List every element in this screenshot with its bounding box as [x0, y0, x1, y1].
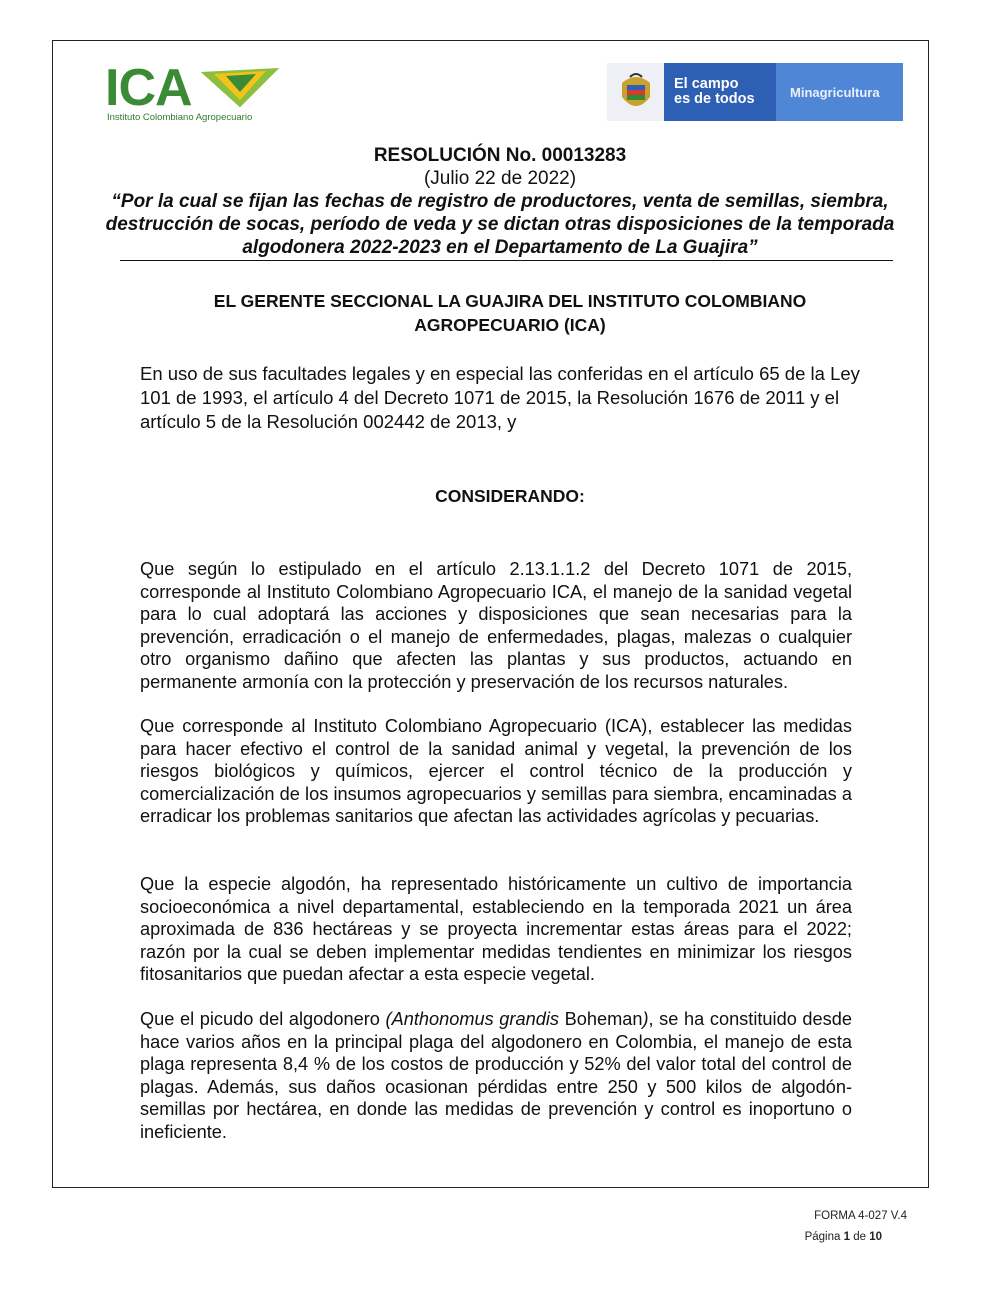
page-label: Página [804, 1231, 841, 1243]
resolution-title: “Por la cual se fijan las fechas de registro de productores, venta de semillas, siembra, destrucción de socas, período de veda y se dictan otras disposiciones de la temporada algodonera 2022-2023 en el Departamento de La Guajira” [105, 191, 895, 258]
page-number [805, 1231, 882, 1243]
p4-rest: , se ha constituido desde hace varios años en la principal plaga del algodonero en Colombia, el manejo de esta plaga representa 8,4 % de los costos de producción y 52% del valor total del control de plagas. Además, sus daños ocasionan pérdidas entre 250 y 500 kilos de algodón-semillas por hectárea, en donde las medidas de prevención y control es inoportuno o ineficiente. [140, 1009, 852, 1142]
resolution-header [80, 144, 920, 259]
gov-slogan [664, 63, 776, 121]
p4-start: Que el picudo del algodonero [140, 1009, 386, 1029]
legal-powers-paragraph: En uso de sus facultades legales y en especial las conferidas en el artículo 65 de la Ley 101 de 1993, el artículo 4 del Decreto 1071 de 2015, la Resolución 1676 de 2011 y el artículo 5 de la Resolución 002442 de 2013, y [140, 363, 860, 432]
page-of: de [853, 1231, 866, 1243]
government-banner [607, 63, 903, 121]
ica-logo [105, 60, 285, 130]
considerando-paragraph-3: Que la especie algodón, ha representado históricamente un cultivo de importancia socioeconómica a nivel departamental, estableciendo en la temporada 2021 un área aproximada de 836 hectáreas y se proyecta incrementar estas áreas para el 2022; razón por la cual se deben implementar medidas tendientes en minimizar los riesgos fitosanitarios que puedan afectar a esta especie vegetal. [140, 874, 852, 984]
ica-logo-subtitle: Instituto Colombiano Agropecuario [107, 112, 253, 123]
considerando-heading: CONSIDERANDO: [435, 486, 585, 506]
page-current: 1 [843, 1231, 850, 1243]
p4-author: Boheman [558, 1009, 643, 1029]
resolution-number: RESOLUCIÓN No. 00013283 [373, 145, 627, 166]
ica-leaf-icon [200, 66, 282, 110]
header-divider [120, 260, 893, 261]
considerando-paragraph-4 [140, 1008, 852, 1143]
issuing-authority: EL GERENTE SECCIONAL LA GUAJIRA DEL INSTITUTO COLOMBIANO AGROPECUARIO (ICA) [213, 291, 807, 335]
resolution-date: (Julio 22 de 2022) [423, 168, 577, 189]
p4-species: (Anthonomus grandis [385, 1009, 559, 1029]
p4-close: ) [642, 1009, 649, 1029]
form-code: FORMA 4-027 V.4 [814, 1210, 907, 1222]
ica-logo-letters: ICA [105, 59, 192, 117]
considerando-paragraph-2: Que corresponde al Instituto Colombiano Agropecuario (ICA), establecer las medidas para hacer efectivo el control de la sanidad animal y vegetal, la prevención de los riesgos biológicos y químicos, ejercer el control técnico de la producción y comercialización de los insumos agropecuarios y semillas para siembra, encaminadas a erradicar los problemas sanitarios que afectan las actividades agrícolas y pecuarias. [140, 716, 852, 826]
considerando-paragraph-1: Que según lo estipulado en el artículo 2.13.1.1.2 del Decreto 1071 de 2015, corresponde al Instituto Colombiano Agropecuario ICA, el manejo de la sanidad vegetal para lo cual adoptará las acciones y disposiciones que sean necesarias para la prevención, erradicación o el manejo de enfermedades, plagas, malezas o cualquier otro organismo dañino que afecten las plantas y sus productos, actuando en permanente armonía con la protección y preservación de los recursos naturales. [140, 559, 852, 692]
page-total: 10 [869, 1231, 882, 1243]
gov-slogan-line2: es de todos [674, 91, 755, 107]
ministry-name: Minagricultura [776, 63, 903, 121]
gov-slogan-line1: El campo [674, 76, 739, 92]
colombia-coat-of-arms-icon [607, 63, 664, 121]
